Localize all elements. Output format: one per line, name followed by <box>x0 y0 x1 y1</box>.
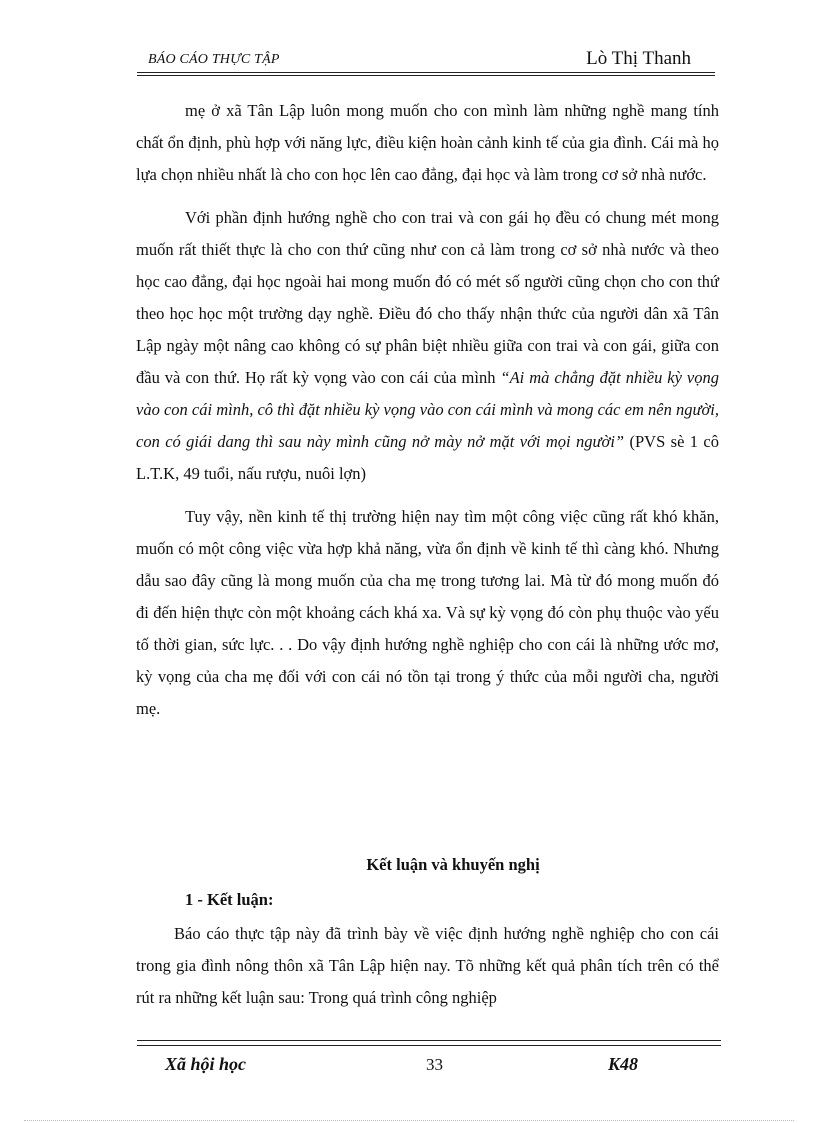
quote-citation: (PVS sè 1 cô L.T.K, 49 tuổi, nấu rượu, nuôi lợn) <box>136 432 719 483</box>
interview-quote: “Ai mà chẳng đặt nhiều kỳ vọng vào con cái mình, cô thì đặt nhiều kỳ vọng vào con cái mình và mong các em nên người, con có giái dang thì sau này mình cũng nở mày nở mặt với mọi người” <box>136 368 719 451</box>
page-number: 33 <box>426 1055 443 1074</box>
footer-subject: Xã hội học <box>165 1054 247 1074</box>
paragraph-2-text: Với phần định hướng nghề cho con trai và con gái họ đều có chung mét mong muốn rất thiết thực là cho con thứ cũng như con cả làm trong cơ sở nhà nước và theo học cao đẳng, đại học ngoài hai mong muốn đó có mét số người cũng chọn cho con thứ theo học học một trường dạy nghề. Điều đó cho thấy nhận thức của người dân xã Tân Lập ngày một nâng cao không có sự phân biệt nhiều giữa con trai và con gái, giữa con đầu và con thứ. Họ rất kỳ vọng vào con cái của mình <box>136 208 719 387</box>
page-header <box>137 50 715 72</box>
header-rule <box>137 72 715 76</box>
conclusion-body <box>136 918 719 1014</box>
author-name: Lò Thị Thanh <box>586 48 691 69</box>
footer-rule <box>137 1040 721 1046</box>
paragraph-1: mẹ ở xã Tân Lập luôn mong muốn cho con mình làm những nghề mang tính chất ổn định, phù hợp với năng lực, điều kiện hoàn cảnh kinh tế của gia đình. Cái mà họ lựa chọn nhiều nhất là cho con học lên cao đẳng, đại học và làm trong cơ sở nhà nước. <box>136 101 719 184</box>
footer-class: K48 <box>608 1054 639 1074</box>
body-text <box>136 95 719 736</box>
subsection-title: 1 - Kết luận: <box>185 890 274 909</box>
page-edge <box>24 1120 794 1121</box>
report-title: BÁO CÁO THỰC TẬP <box>148 52 280 67</box>
section-title: Kết luận và khuyến nghị <box>366 855 540 874</box>
paragraph-2 <box>136 202 719 490</box>
conclusion-paragraph: Báo cáo thực tập này đã trình bày về việc định hướng nghề nghiệp cho con cái trong gia đình nông thôn xã Tân Lập hiện nay. Tõ những kết quả phân tích trên có thể rút ra những kết luận sau: Trong quá trình công nghiệp <box>136 924 719 1007</box>
paragraph-3: Tuy vậy, nền kinh tế thị trường hiện nay tìm một công việc cũng rất khó khăn, muốn có một công việc vừa hợp khả năng, vừa ổn định về kinh tế thì càng khó. Nhưng dẫu sao đây cũng là mong muốn của cha mẹ trong tương lai. Mà từ đó mong muốn đó đi đến hiện thực còn một khoảng cách khá xa. Và sự kỳ vọng đó còn phụ thuộc vào yếu tố thời gian, sức lực. . . Do vậy định hướng nghề nghiệp cho con cái là những ước mơ, kỳ vọng của cha mẹ đối với con cái nó tồn tại trong ý thức của mỗi người cha, người mẹ. <box>136 507 719 718</box>
